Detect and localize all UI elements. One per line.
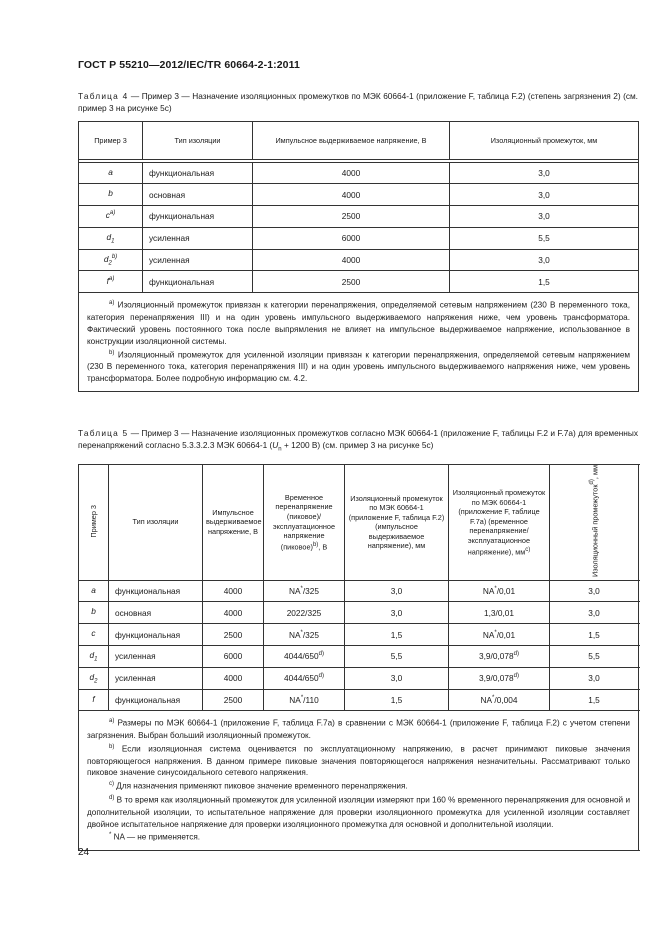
table5-note-a: $^{a)}$ Размеры по МЭК 60664-1 (приложение F, таблица F.7a) в сравнении с МЭК 60664-1 (приложение F, таблица F.2) с учетом степени загрязнения. Выбран больший изоляционный промежуток. bbox=[87, 718, 631, 740]
insulation-type-cell: усиленная bbox=[109, 667, 203, 689]
gap-final-cell: 3,0 bbox=[550, 580, 639, 602]
example-cell: $d_2$ bbox=[79, 667, 109, 689]
table5-caption-label: Таблица 5 bbox=[78, 428, 129, 438]
example-cell: f bbox=[79, 689, 109, 711]
table-row bbox=[79, 689, 639, 711]
gap-impulse-cell: 3,0 bbox=[345, 667, 449, 689]
table5-note-c: $^{c)}$ Для назначения применяют пиковое значение временного перенапряжения. bbox=[109, 781, 408, 792]
gap-cell: 5,5 bbox=[450, 227, 639, 249]
impulse-voltage-cell: 4000 bbox=[203, 667, 264, 689]
page-number: 24 bbox=[78, 847, 90, 858]
table-row bbox=[79, 624, 639, 646]
insulation-type-cell: функциональная bbox=[143, 271, 253, 293]
table4-caption bbox=[78, 90, 638, 114]
table5-header-temporary: Временное перенапряжение (пиковое)/эксплуатационное напряжение (пиковое)$^{b)}$, В bbox=[264, 465, 345, 581]
insulation-type-cell: функциональная bbox=[109, 689, 203, 711]
table5-header-impulse: Импульсное выдерживаемое напряжение, В bbox=[203, 465, 264, 581]
table5-notes bbox=[79, 711, 639, 851]
gap-final-cell: 1,5 bbox=[550, 624, 639, 646]
table-row bbox=[79, 645, 639, 667]
example-cell: $d_1$ bbox=[79, 645, 109, 667]
gap-cell: 3,0 bbox=[450, 206, 639, 228]
table-row bbox=[79, 162, 639, 184]
table5-note-b: $^{b)}$ Если изоляционная система оценивается по эксплуатационному напряжению, в расчет принимают пиковые значения повторяющегося напряжения. В данном примере пиковые значения повторяющегося напряжения незначительны. Рассматривают только пиковое значение синусоидального сетевого напряжения. bbox=[87, 743, 631, 778]
table4-caption-text: — Пример 3 — Назначение изоляционных промежутков по МЭК 60664-1 (приложение F, таблица F.2) (степень загрязнения 2) (см. пример 3 на рисунке 5c) bbox=[78, 91, 638, 113]
impulse-voltage-cell: 4000 bbox=[203, 580, 264, 602]
example-cell: $f^{a)}$ bbox=[79, 271, 143, 293]
impulse-voltage-cell: 6000 bbox=[203, 645, 264, 667]
gap-impulse-cell: 1,5 bbox=[345, 624, 449, 646]
gap-temporary-cell: NA*/0,004 bbox=[449, 689, 550, 711]
table4-notes bbox=[79, 293, 639, 392]
gap-cell: 1,5 bbox=[450, 271, 639, 293]
gap-impulse-cell: 1,5 bbox=[345, 689, 449, 711]
voltage-cell: 4000 bbox=[253, 184, 450, 206]
temporary-overvoltage-cell: NA*/325 bbox=[264, 580, 345, 602]
example-cell: $c^{a)}$ bbox=[79, 206, 143, 228]
temporary-overvoltage-cell: 4044/650$^{d)}$ bbox=[264, 645, 345, 667]
example-cell: $d_1$ bbox=[79, 227, 143, 249]
gap-temporary-cell: 1,3/0,01 bbox=[449, 602, 550, 624]
table4-note-a: $^{a)}$ Изоляционный промежуток привязан к категории перенапряжения, определяемой сетевым напряжением (230 В переменного тока, категория перенапряжения III) и на один уровень импульсного выдерживаемого напряжения ниже, чем уровень трансформатора. Фактический уровень постоянного тока после выпрямления не влияет на импульсное выдерживаемое напряжение, использованное в конструкции изоляционной системы. bbox=[87, 300, 630, 346]
impulse-voltage-cell: 4000 bbox=[203, 602, 264, 624]
voltage-cell: 4000 bbox=[253, 249, 450, 271]
insulation-type-cell: основная bbox=[143, 184, 253, 206]
gap-final-cell: 1,5 bbox=[550, 689, 639, 711]
gap-temporary-cell: NA*/0,01 bbox=[449, 580, 550, 602]
table-row bbox=[79, 249, 639, 271]
gap-temporary-cell: 3,9/0,078$^{d)}$ bbox=[449, 667, 550, 689]
table4-header-example: Пример 3 bbox=[79, 122, 143, 160]
example-cell: $d_2^{b)}$ bbox=[79, 249, 143, 271]
table-row bbox=[79, 602, 639, 624]
gap-impulse-cell: 3,0 bbox=[345, 602, 449, 624]
impulse-voltage-cell: 2500 bbox=[203, 689, 264, 711]
table4-header-voltage: Импульсное выдерживаемое напряжение, В bbox=[253, 122, 450, 160]
insulation-type-cell: функциональная bbox=[143, 206, 253, 228]
table5-header-type: Тип изоляции bbox=[109, 465, 203, 581]
table5-note-na: * NA — не применяется. bbox=[109, 832, 201, 843]
table5-header-gap-final: Изоляционный промежуток$^{d)}$, мм bbox=[550, 465, 639, 581]
gap-impulse-cell: 5,5 bbox=[345, 645, 449, 667]
voltage-cell: 2500 bbox=[253, 206, 450, 228]
voltage-cell: 2500 bbox=[253, 271, 450, 293]
gap-cell: 3,0 bbox=[450, 162, 639, 184]
table-row bbox=[79, 580, 639, 602]
insulation-type-cell: усиленная bbox=[109, 645, 203, 667]
table-row bbox=[79, 206, 639, 228]
gap-cell: 3,0 bbox=[450, 249, 639, 271]
example-cell: a bbox=[79, 162, 143, 184]
table-row bbox=[79, 667, 639, 689]
gap-final-cell: 3,0 bbox=[550, 667, 639, 689]
table5-caption: Таблица 5 — Пример 3 — Назначение изоляционных промежутков согласно МЭК 60664-1 (приложение F, таблицы F.2 и F.7a) для временных перенапряжений согласно 5.3.3.2.3 МЭК 60664-1 ($U_n + 1200$ В) (см. пример 3 на рисунке 5c) bbox=[78, 428, 638, 453]
example-cell: a bbox=[79, 580, 109, 602]
insulation-type-cell: функциональная bbox=[143, 162, 253, 184]
insulation-type-cell: усиленная bbox=[143, 249, 253, 271]
gap-impulse-cell: 3,0 bbox=[345, 580, 449, 602]
gap-cell: 3,0 bbox=[450, 184, 639, 206]
gap-temporary-cell: 3,9/0,078$^{d)}$ bbox=[449, 645, 550, 667]
table4-header-gap: Изоляционный промежуток, мм bbox=[450, 122, 639, 160]
temporary-overvoltage-cell: NA*/325 bbox=[264, 624, 345, 646]
table5-header-gap-temporary: Изоляционный промежуток по МЭК 60664-1 (приложение F, таблице F.7a) (временное перенапряжение/ эксплуатационное напряжение), $мм^{c)}$ bbox=[449, 465, 550, 581]
gap-final-cell: 5,5 bbox=[550, 645, 639, 667]
temporary-overvoltage-cell: NA*/110 bbox=[264, 689, 345, 711]
insulation-type-cell: функциональная bbox=[109, 580, 203, 602]
example-cell: c bbox=[79, 624, 109, 646]
insulation-type-cell: основная bbox=[109, 602, 203, 624]
table4-header-type: Тип изоляции bbox=[143, 122, 253, 160]
table-row bbox=[79, 184, 639, 206]
table-row bbox=[79, 227, 639, 249]
insulation-type-cell: усиленная bbox=[143, 227, 253, 249]
insulation-type-cell: функциональная bbox=[109, 624, 203, 646]
temporary-overvoltage-cell: 4044/650$^{d)}$ bbox=[264, 667, 345, 689]
document-header: ГОСТ Р 55210—2012/IEC/TR 60664-2-1:2011 bbox=[78, 59, 300, 71]
table4-note-b: $^{b)}$ Изоляционный промежуток для усиленной изоляции привязан к категории перенапряжения, определяемой сетевым напряжением (230 В переменного тока, категория перенапряжения III) и на один уровень импульсного выдерживаемого напряжения ниже, чем уровень трансформатора. Более подробную информацию см. 4.2. bbox=[87, 349, 630, 384]
table5-header-gap-impulse: Изоляционный промежуток по МЭК 60664-1 (приложение F, таблица F.2) (импульсное выдерживаемое напряжение), мм bbox=[345, 465, 449, 581]
impulse-voltage-cell: 2500 bbox=[203, 624, 264, 646]
table5-note-d: $^{d)}$ В то время как изоляционный промежуток для усиленной изоляции измеряют при 160 % временного перенапряжения для основной и дополнительной изоляции, то испытательное напряжение для проверки изоляционного промежутка для усиленной изоляции составляет двойное испытательное напряжение для проверки изоляционного промежутка для основной и дополнительной изоляции. bbox=[87, 794, 631, 829]
table4 bbox=[78, 121, 638, 392]
table5-header-example: Пример 3 bbox=[79, 465, 109, 581]
temporary-overvoltage-cell: 2022/325 bbox=[264, 602, 345, 624]
table4-caption-label: Таблица 4 bbox=[78, 91, 129, 101]
voltage-cell: 6000 bbox=[253, 227, 450, 249]
voltage-cell: 4000 bbox=[253, 162, 450, 184]
gap-final-cell: 3,0 bbox=[550, 602, 639, 624]
table-row bbox=[79, 271, 639, 293]
example-cell: b bbox=[79, 184, 143, 206]
gap-temporary-cell: NA*/0,01 bbox=[449, 624, 550, 646]
example-cell: b bbox=[79, 602, 109, 624]
table5 bbox=[78, 464, 638, 851]
